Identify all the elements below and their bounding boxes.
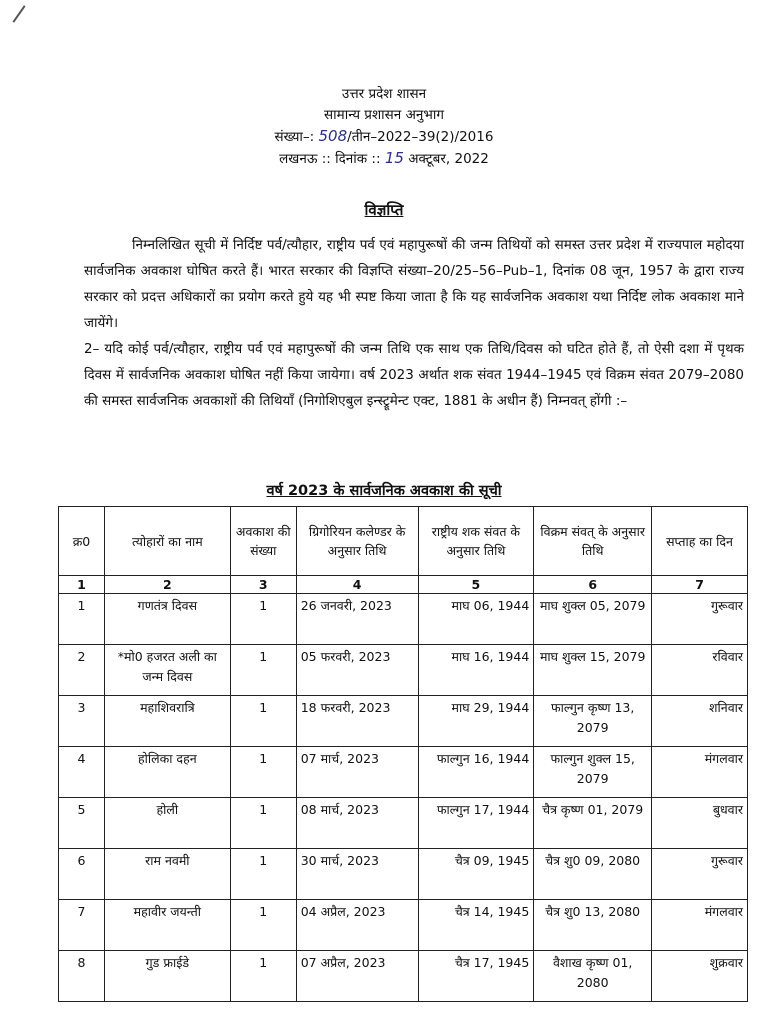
cell-serial: 3 bbox=[59, 696, 105, 747]
reference-handwritten-number: 508 bbox=[318, 127, 348, 145]
column-number: 5 bbox=[418, 576, 534, 594]
issue-date bbox=[0, 148, 768, 170]
date-handwritten-day: 15 bbox=[384, 149, 404, 167]
notice-title: विज्ञप्ति bbox=[364, 201, 404, 219]
reference-number bbox=[0, 126, 768, 148]
cell-festival-name: राम नवमी bbox=[104, 849, 230, 900]
cell-holiday-count: 1 bbox=[230, 645, 296, 696]
cell-gregorian-date: 05 फरवरी, 2023 bbox=[296, 645, 418, 696]
scan-mark bbox=[12, 5, 25, 23]
column-number: 4 bbox=[296, 576, 418, 594]
reference-suffix: /तीन–2022–39(2)/2016 bbox=[347, 129, 494, 145]
cell-serial: 1 bbox=[59, 594, 105, 645]
table-row bbox=[59, 798, 748, 849]
header-gregorian-date: ग्रिगोरियन कलेण्डर के अनुसार तिथि bbox=[296, 507, 418, 576]
cell-holiday-count: 1 bbox=[230, 747, 296, 798]
cell-vikram-date: चैत्र कृष्ण 01, 2079 bbox=[534, 798, 652, 849]
cell-gregorian-date: 30 मार्च, 2023 bbox=[296, 849, 418, 900]
cell-gregorian-date: 04 अप्रैल, 2023 bbox=[296, 900, 418, 951]
header-festival-name: त्योहारों का नाम bbox=[104, 507, 230, 576]
cell-serial: 2 bbox=[59, 645, 105, 696]
header-holiday-count: अवकाश की संख्या bbox=[230, 507, 296, 576]
cell-holiday-count: 1 bbox=[230, 594, 296, 645]
cell-serial: 7 bbox=[59, 900, 105, 951]
cell-festival-name: होली bbox=[104, 798, 230, 849]
cell-weekday: रविवार bbox=[652, 645, 748, 696]
cell-shaka-date: माघ 29, 1944 bbox=[418, 696, 534, 747]
reference-prefix: संख्या–: bbox=[274, 129, 315, 145]
header-department: सामान्य प्रशासन अनुभाग bbox=[324, 107, 444, 123]
cell-serial: 5 bbox=[59, 798, 105, 849]
cell-festival-name: *मो0 हजरत अली का जन्म दिवस bbox=[104, 645, 230, 696]
document-header bbox=[0, 84, 768, 170]
cell-holiday-count: 1 bbox=[230, 849, 296, 900]
cell-holiday-count: 1 bbox=[230, 696, 296, 747]
holiday-table bbox=[58, 506, 748, 1002]
table-row bbox=[59, 900, 748, 951]
column-number: 6 bbox=[534, 576, 652, 594]
table-row bbox=[59, 645, 748, 696]
cell-weekday: गुरूवार bbox=[652, 594, 748, 645]
notice-body bbox=[84, 232, 744, 414]
cell-weekday: मंगलवार bbox=[652, 900, 748, 951]
cell-shaka-date: फाल्गुन 16, 1944 bbox=[418, 747, 534, 798]
cell-gregorian-date: 08 मार्च, 2023 bbox=[296, 798, 418, 849]
cell-vikram-date: वैशाख कृष्ण 01, 2080 bbox=[534, 951, 652, 1002]
date-suffix: अक्टूबर, 2022 bbox=[408, 151, 489, 167]
cell-gregorian-date: 26 जनवरी, 2023 bbox=[296, 594, 418, 645]
cell-weekday: शनिवार bbox=[652, 696, 748, 747]
cell-shaka-date: माघ 16, 1944 bbox=[418, 645, 534, 696]
table-row bbox=[59, 951, 748, 1002]
cell-shaka-date: चैत्र 14, 1945 bbox=[418, 900, 534, 951]
header-government: उत्तर प्रदेश शासन bbox=[341, 86, 427, 102]
cell-shaka-date: चैत्र 17, 1945 bbox=[418, 951, 534, 1002]
date-prefix: लखनऊ :: दिनांक :: bbox=[279, 151, 381, 167]
cell-festival-name: गणतंत्र दिवस bbox=[104, 594, 230, 645]
table-row bbox=[59, 594, 748, 645]
cell-weekday: शुक्रवार bbox=[652, 951, 748, 1002]
cell-gregorian-date: 07 अप्रैल, 2023 bbox=[296, 951, 418, 1002]
paragraph-2: 2– यदि कोई पर्व/त्यौहार, राष्ट्रीय पर्व एवं महापुरूषों की जन्म तिथि एक साथ एक तिथि/दिवस को घटित होते हैं, तो ऐसी दशा में पृथक दिवस में सार्वजनिक अवकाश घोषित नहीं किया जायेगा। वर्ष 2023 अर्थात शक संवत 1944–1945 एवं विक्रम संवत 2079–2080 की समस्त सार्वजनिक अवकाशों की तिथियाँ (निगोशिएबुल इन्स्ट्रूमेन्ट एक्ट, 1881 के अधीन हैं) निम्नवत् होंगी :– bbox=[84, 341, 744, 409]
cell-weekday: गुरूवार bbox=[652, 849, 748, 900]
cell-festival-name: महावीर जयन्ती bbox=[104, 900, 230, 951]
cell-vikram-date: चैत्र शु0 13, 2080 bbox=[534, 900, 652, 951]
cell-vikram-date: फाल्गुन कृष्ण 13, 2079 bbox=[534, 696, 652, 747]
cell-weekday: मंगलवार bbox=[652, 747, 748, 798]
cell-holiday-count: 1 bbox=[230, 900, 296, 951]
cell-vikram-date: फाल्गुन शुक्ल 15, 2079 bbox=[534, 747, 652, 798]
paragraph-1: निम्नलिखित सूची में निर्दिष्ट पर्व/त्यौहार, राष्ट्रीय पर्व एवं महापुरूषों की जन्म तिथियों को समस्त उत्तर प्रदेश में राज्यपाल महोदया सार्वजनिक अवकाश घोषित करते हैं। भारत सरकार की विज्ञप्ति संख्या–20/25–56–Pub–1, दिनांक 08 जून, 1957 के द्वारा राज्य सरकार को प्रदत्त अधिकारों का प्रयोग करते हुये यह भी स्पष्ट किया जाता है कि यह सार्वजनिक अवकाश यथा निर्दिष्ट लोक अवकाश माने जायेंगे। bbox=[84, 237, 744, 331]
cell-serial: 6 bbox=[59, 849, 105, 900]
table-header-row bbox=[59, 507, 748, 576]
column-number-row bbox=[59, 576, 748, 594]
cell-holiday-count: 1 bbox=[230, 798, 296, 849]
holiday-list-title: वर्ष 2023 के सार्वजनिक अवकाश की सूची bbox=[266, 483, 502, 499]
cell-vikram-date: चैत्र शु0 09, 2080 bbox=[534, 849, 652, 900]
column-number: 2 bbox=[104, 576, 230, 594]
header-weekday: सप्ताह का दिन bbox=[652, 507, 748, 576]
header-serial: क्र0 bbox=[59, 507, 105, 576]
cell-festival-name: होलिका दहन bbox=[104, 747, 230, 798]
header-vikram-date: विक्रम संवत् के अनुसार तिथि bbox=[534, 507, 652, 576]
cell-vikram-date: माघ शुक्ल 05, 2079 bbox=[534, 594, 652, 645]
cell-weekday: बुधवार bbox=[652, 798, 748, 849]
table-row bbox=[59, 747, 748, 798]
column-number: 7 bbox=[652, 576, 748, 594]
cell-festival-name: महाशिवरात्रि bbox=[104, 696, 230, 747]
header-shaka-date: राष्ट्रीय शक संवत के अनुसार तिथि bbox=[418, 507, 534, 576]
cell-festival-name: गुड फ्राईडे bbox=[104, 951, 230, 1002]
cell-shaka-date: फाल्गुन 17, 1944 bbox=[418, 798, 534, 849]
cell-gregorian-date: 18 फरवरी, 2023 bbox=[296, 696, 418, 747]
cell-serial: 4 bbox=[59, 747, 105, 798]
cell-gregorian-date: 07 मार्च, 2023 bbox=[296, 747, 418, 798]
table-row bbox=[59, 849, 748, 900]
cell-serial: 8 bbox=[59, 951, 105, 1002]
cell-shaka-date: चैत्र 09, 1945 bbox=[418, 849, 534, 900]
column-number: 3 bbox=[230, 576, 296, 594]
table-row bbox=[59, 696, 748, 747]
cell-shaka-date: माघ 06, 1944 bbox=[418, 594, 534, 645]
cell-vikram-date: माघ शुक्ल 15, 2079 bbox=[534, 645, 652, 696]
cell-holiday-count: 1 bbox=[230, 951, 296, 1002]
column-number: 1 bbox=[59, 576, 105, 594]
